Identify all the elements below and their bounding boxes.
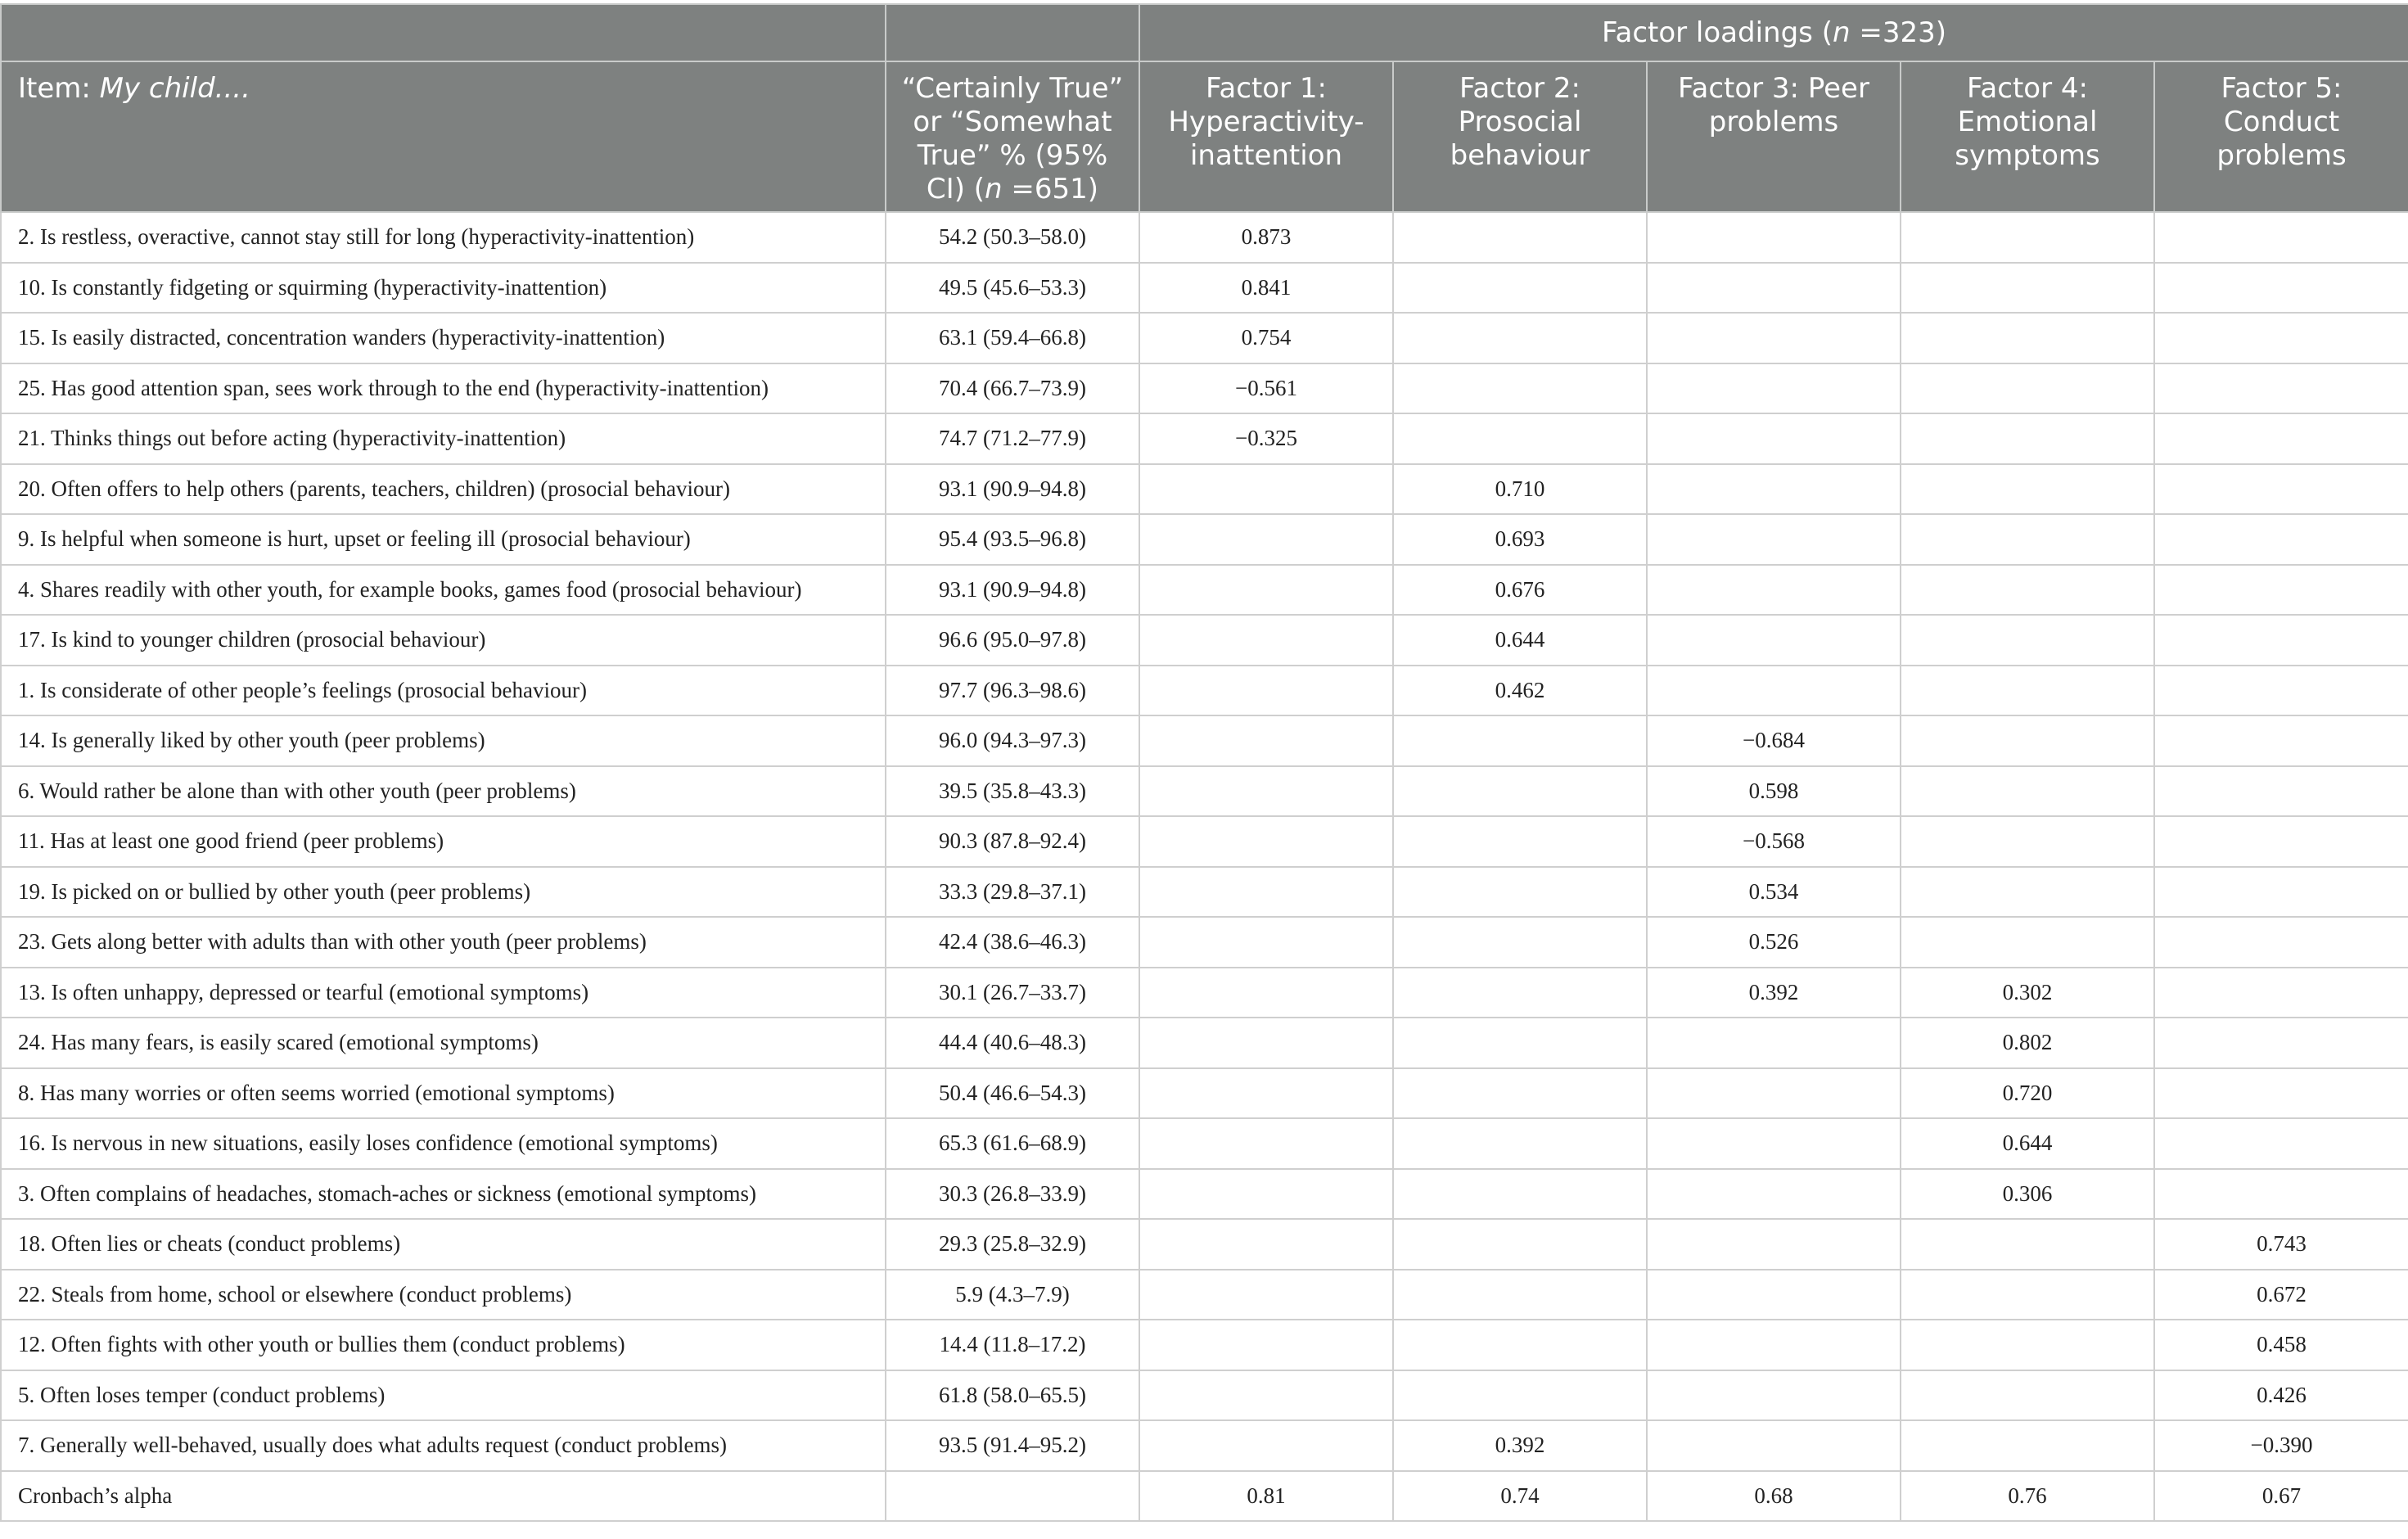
- percent-cell: 30.1 (26.7–33.7): [886, 968, 1139, 1018]
- factor-2-cell: [1393, 1118, 1647, 1169]
- table-row: [1, 1169, 2408, 1220]
- factor-1-cell: [1139, 917, 1393, 968]
- item-cell: 18. Often lies or cheats (conduct problems): [1, 1219, 886, 1270]
- factor-3-cell: [1647, 212, 1901, 263]
- factor-5-cell: [2154, 212, 2408, 263]
- item-cell: 10. Is constantly fidgeting or squirming (hyperactivity-inattention): [1, 263, 886, 314]
- factor-2-cell: [1393, 766, 1647, 817]
- factor-2-cell: 0.462: [1393, 666, 1647, 716]
- factor-5-cell: [2154, 1118, 2408, 1169]
- percent-cell: 63.1 (59.4–66.8): [886, 313, 1139, 363]
- factor-1-cell: 0.81: [1139, 1471, 1393, 1522]
- header-empty-cell: [886, 4, 1139, 61]
- item-cell: 21. Thinks things out before acting (hyperactivity-inattention): [1, 413, 886, 464]
- factor-1-cell: −0.325: [1139, 413, 1393, 464]
- factor-4-cell: [1901, 615, 2154, 666]
- table-row: [1, 1320, 2408, 1370]
- header-row-columns: [1, 61, 2408, 212]
- factor-3-header: Factor 3: Peer problems: [1647, 61, 1901, 212]
- factor-4-cell: 0.644: [1901, 1118, 2154, 1169]
- factor-5-cell: [2154, 1169, 2408, 1220]
- factor-3-cell: [1647, 363, 1901, 414]
- table-row: [1, 1018, 2408, 1068]
- factor-5-cell: 0.743: [2154, 1219, 2408, 1270]
- factor-1-cell: [1139, 1320, 1393, 1370]
- factor-2-cell: [1393, 1370, 1647, 1421]
- factor-3-cell: 0.392: [1647, 968, 1901, 1018]
- item-cell: 8. Has many worries or often seems worried (emotional symptoms): [1, 1068, 886, 1119]
- factor-2-cell: 0.74: [1393, 1471, 1647, 1522]
- factor-1-cell: [1139, 1370, 1393, 1421]
- factor-5-cell: [2154, 464, 2408, 515]
- percent-cell: 96.0 (94.3–97.3): [886, 715, 1139, 766]
- factor-3-cell: [1647, 514, 1901, 565]
- factor-4-cell: 0.302: [1901, 968, 2154, 1018]
- factor-2-cell: [1393, 1169, 1647, 1220]
- factor-1-cell: 0.873: [1139, 212, 1393, 263]
- factor-1-cell: [1139, 565, 1393, 616]
- factor-5-cell: [2154, 1018, 2408, 1068]
- percent-cell: 5.9 (4.3–7.9): [886, 1270, 1139, 1320]
- factor-3-cell: [1647, 263, 1901, 314]
- factor-2-cell: 0.710: [1393, 464, 1647, 515]
- percent-cell: 90.3 (87.8–92.4): [886, 816, 1139, 867]
- percent-cell: [886, 1471, 1139, 1522]
- factor-4-cell: 0.802: [1901, 1018, 2154, 1068]
- factor-5-cell: −0.390: [2154, 1420, 2408, 1471]
- table-row: [1, 464, 2408, 515]
- table-row: [1, 1068, 2408, 1119]
- percent-cell: 70.4 (66.7–73.9): [886, 363, 1139, 414]
- factor-3-cell: [1647, 1320, 1901, 1370]
- item-cell: 13. Is often unhappy, depressed or tearful (emotional symptoms): [1, 968, 886, 1018]
- factor-1-cell: [1139, 968, 1393, 1018]
- factor-3-cell: [1647, 1018, 1901, 1068]
- percent-column-header: [886, 61, 1139, 212]
- factor-5-cell: [2154, 413, 2408, 464]
- percent-cell: 74.7 (71.2–77.9): [886, 413, 1139, 464]
- item-cell: 23. Gets along better with adults than with other youth (peer problems): [1, 917, 886, 968]
- table-row: [1, 413, 2408, 464]
- item-header-italic: My child....: [99, 72, 250, 105]
- percent-cell: 95.4 (93.5–96.8): [886, 514, 1139, 565]
- factor-loadings-count: =323): [1850, 16, 1946, 49]
- item-cell: 1. Is considerate of other people’s feelings (prosocial behaviour): [1, 666, 886, 716]
- factor-5-cell: [2154, 263, 2408, 314]
- table-row: [1, 867, 2408, 918]
- factor-5-cell: [2154, 565, 2408, 616]
- factor-2-cell: 0.693: [1393, 514, 1647, 565]
- factor-1-cell: [1139, 615, 1393, 666]
- percent-cell: 39.5 (35.8–43.3): [886, 766, 1139, 817]
- factor-1-cell: [1139, 1169, 1393, 1220]
- table-row: [1, 565, 2408, 616]
- item-column-header: [1, 61, 886, 212]
- item-cell: 20. Often offers to help others (parents, teachers, children) (prosocial behaviour): [1, 464, 886, 515]
- factor-2-cell: [1393, 1018, 1647, 1068]
- factor-3-cell: [1647, 1420, 1901, 1471]
- factor-2-cell: [1393, 917, 1647, 968]
- factor-4-cell: 0.306: [1901, 1169, 2154, 1220]
- factor-2-cell: [1393, 715, 1647, 766]
- table-row: [1, 968, 2408, 1018]
- factor-1-cell: [1139, 514, 1393, 565]
- item-cell: 2. Is restless, overactive, cannot stay still for long (hyperactivity-inattention): [1, 212, 886, 263]
- factor-3-cell: −0.684: [1647, 715, 1901, 766]
- factor-4-cell: [1901, 464, 2154, 515]
- factor-4-cell: [1901, 867, 2154, 918]
- factor-4-cell: [1901, 666, 2154, 716]
- percent-header-text: “Certainly True” or “Somewhat True” % (95% CI) (: [901, 72, 1124, 205]
- factor-1-cell: [1139, 816, 1393, 867]
- factor-5-cell: [2154, 615, 2408, 666]
- item-cell: 14. Is generally liked by other youth (peer problems): [1, 715, 886, 766]
- percent-cell: 29.3 (25.8–32.9): [886, 1219, 1139, 1270]
- factor-2-cell: [1393, 413, 1647, 464]
- percent-cell: 33.3 (29.8–37.1): [886, 867, 1139, 918]
- factor-5-header: Factor 5: Conduct problems: [2154, 61, 2408, 212]
- table-row: [1, 766, 2408, 817]
- factor-4-cell: [1901, 1270, 2154, 1320]
- percent-cell: 97.7 (96.3–98.6): [886, 666, 1139, 716]
- factor-2-cell: [1393, 867, 1647, 918]
- item-cell: 22. Steals from home, school or elsewhere (conduct problems): [1, 1270, 886, 1320]
- factor-1-header: Factor 1: Hyperactivity-inattention: [1139, 61, 1393, 212]
- item-cell: 16. Is nervous in new situations, easily loses confidence (emotional symptoms): [1, 1118, 886, 1169]
- factor-1-cell: 0.841: [1139, 263, 1393, 314]
- percent-cell: 96.6 (95.0–97.8): [886, 615, 1139, 666]
- factor-4-cell: [1901, 263, 2154, 314]
- factor-1-cell: [1139, 867, 1393, 918]
- percent-cell: 93.1 (90.9–94.8): [886, 565, 1139, 616]
- item-cell: 25. Has good attention span, sees work through to the end (hyperactivity-inattention): [1, 363, 886, 414]
- factor-1-cell: [1139, 464, 1393, 515]
- percent-cell: 50.4 (46.6–54.3): [886, 1068, 1139, 1119]
- percent-header-count: =651): [1002, 173, 1099, 205]
- factor-3-cell: −0.568: [1647, 816, 1901, 867]
- factor-2-header: Factor 2: Prosocial behaviour: [1393, 61, 1647, 212]
- table-row: [1, 816, 2408, 867]
- factor-2-cell: [1393, 1068, 1647, 1119]
- percent-cell: 30.3 (26.8–33.9): [886, 1169, 1139, 1220]
- item-header-prefix: Item:: [18, 72, 100, 105]
- factor-loadings-text: Factor loadings (: [1602, 16, 1833, 49]
- percent-cell: 93.1 (90.9–94.8): [886, 464, 1139, 515]
- factor-4-cell: [1901, 313, 2154, 363]
- table-row: [1, 1370, 2408, 1421]
- factor-5-cell: 0.458: [2154, 1320, 2408, 1370]
- factor-1-cell: 0.754: [1139, 313, 1393, 363]
- factor-4-cell: [1901, 565, 2154, 616]
- percent-header-n: n: [985, 173, 1003, 205]
- table-row: [1, 917, 2408, 968]
- factor-loadings-heading: [1139, 4, 2408, 61]
- factor-5-cell: [2154, 715, 2408, 766]
- factor-1-cell: [1139, 1420, 1393, 1471]
- factor-4-cell: [1901, 1420, 2154, 1471]
- factor-4-cell: [1901, 514, 2154, 565]
- factor-5-cell: [2154, 514, 2408, 565]
- factor-3-cell: [1647, 413, 1901, 464]
- table-row: [1, 514, 2408, 565]
- percent-cell: 54.2 (50.3–58.0): [886, 212, 1139, 263]
- header-row-top: [1, 4, 2408, 61]
- item-cell: 6. Would rather be alone than with other youth (peer problems): [1, 766, 886, 817]
- percent-cell: 49.5 (45.6–53.3): [886, 263, 1139, 314]
- factor-2-cell: [1393, 363, 1647, 414]
- table-row: [1, 212, 2408, 263]
- factor-3-cell: [1647, 1118, 1901, 1169]
- cronbach-alpha-row: [1, 1471, 2408, 1522]
- item-cell: 19. Is picked on or bullied by other youth (peer problems): [1, 867, 886, 918]
- table-header: [1, 4, 2408, 212]
- table-row: [1, 715, 2408, 766]
- factor-3-cell: [1647, 666, 1901, 716]
- factor-3-cell: 0.526: [1647, 917, 1901, 968]
- item-cell: Cronbach’s alpha: [1, 1471, 886, 1522]
- table-row: [1, 263, 2408, 314]
- table-row: [1, 363, 2408, 414]
- factor-5-cell: [2154, 766, 2408, 817]
- factor-2-cell: [1393, 816, 1647, 867]
- percent-cell: 42.4 (38.6–46.3): [886, 917, 1139, 968]
- item-cell: 4. Shares readily with other youth, for example books, games food (prosocial behaviour): [1, 565, 886, 616]
- factor-3-cell: [1647, 1270, 1901, 1320]
- factor-2-cell: [1393, 212, 1647, 263]
- factor-5-cell: [2154, 666, 2408, 716]
- item-cell: 15. Is easily distracted, concentration wanders (hyperactivity-inattention): [1, 313, 886, 363]
- factor-3-cell: 0.68: [1647, 1471, 1901, 1522]
- table-row: [1, 615, 2408, 666]
- factor-1-cell: [1139, 666, 1393, 716]
- factor-5-cell: [2154, 363, 2408, 414]
- factor-1-cell: [1139, 1018, 1393, 1068]
- item-cell: 7. Generally well-behaved, usually does what adults request (conduct problems): [1, 1420, 886, 1471]
- factor-1-cell: [1139, 715, 1393, 766]
- factor-1-cell: −0.561: [1139, 363, 1393, 414]
- factor-5-cell: [2154, 917, 2408, 968]
- table-row: [1, 313, 2408, 363]
- item-cell: 11. Has at least one good friend (peer problems): [1, 816, 886, 867]
- factor-5-cell: [2154, 816, 2408, 867]
- item-cell: 12. Often fights with other youth or bullies them (conduct problems): [1, 1320, 886, 1370]
- percent-cell: 14.4 (11.8–17.2): [886, 1320, 1139, 1370]
- factor-4-cell: [1901, 1370, 2154, 1421]
- table-row: [1, 1219, 2408, 1270]
- factor-4-cell: [1901, 212, 2154, 263]
- item-cell: 3. Often complains of headaches, stomach-aches or sickness (emotional symptoms): [1, 1169, 886, 1220]
- factor-4-cell: [1901, 816, 2154, 867]
- factor-2-cell: [1393, 313, 1647, 363]
- factor-5-cell: [2154, 867, 2408, 918]
- item-cell: 24. Has many fears, is easily scared (emotional symptoms): [1, 1018, 886, 1068]
- factor-3-cell: [1647, 1068, 1901, 1119]
- factor-2-cell: 0.644: [1393, 615, 1647, 666]
- factor-loadings-n: n: [1832, 16, 1851, 49]
- header-empty-cell: [1, 4, 886, 61]
- factor-1-cell: [1139, 766, 1393, 817]
- factor-2-cell: [1393, 263, 1647, 314]
- factor-2-cell: [1393, 1270, 1647, 1320]
- factor-3-cell: [1647, 615, 1901, 666]
- factor-4-header: Factor 4: Emotional symptoms: [1901, 61, 2154, 212]
- factor-5-cell: 0.67: [2154, 1471, 2408, 1522]
- factor-4-cell: [1901, 363, 2154, 414]
- factor-4-cell: [1901, 1320, 2154, 1370]
- table-row: [1, 1270, 2408, 1320]
- table-row: [1, 1118, 2408, 1169]
- factor-5-cell: 0.426: [2154, 1370, 2408, 1421]
- factor-2-cell: 0.676: [1393, 565, 1647, 616]
- factor-1-cell: [1139, 1219, 1393, 1270]
- factor-4-cell: [1901, 1219, 2154, 1270]
- factor-4-cell: 0.76: [1901, 1471, 2154, 1522]
- percent-cell: 44.4 (40.6–48.3): [886, 1018, 1139, 1068]
- factor-3-cell: [1647, 464, 1901, 515]
- factor-5-cell: [2154, 313, 2408, 363]
- table-row: [1, 666, 2408, 716]
- factor-3-cell: [1647, 565, 1901, 616]
- factor-loadings-table: [0, 3, 2408, 1522]
- percent-cell: 93.5 (91.4–95.2): [886, 1420, 1139, 1471]
- factor-2-cell: [1393, 968, 1647, 1018]
- percent-cell: 65.3 (61.6–68.9): [886, 1118, 1139, 1169]
- factor-5-cell: 0.672: [2154, 1270, 2408, 1320]
- factor-4-cell: [1901, 715, 2154, 766]
- factor-3-cell: 0.534: [1647, 867, 1901, 918]
- factor-2-cell: [1393, 1320, 1647, 1370]
- factor-5-cell: [2154, 1068, 2408, 1119]
- item-cell: 17. Is kind to younger children (prosocial behaviour): [1, 615, 886, 666]
- factor-2-cell: 0.392: [1393, 1420, 1647, 1471]
- factor-3-cell: [1647, 1219, 1901, 1270]
- factor-3-cell: [1647, 1370, 1901, 1421]
- percent-cell: 61.8 (58.0–65.5): [886, 1370, 1139, 1421]
- factor-5-cell: [2154, 968, 2408, 1018]
- factor-3-cell: [1647, 313, 1901, 363]
- factor-1-cell: [1139, 1068, 1393, 1119]
- factor-4-cell: [1901, 766, 2154, 817]
- item-cell: 5. Often loses temper (conduct problems): [1, 1370, 886, 1421]
- factor-4-cell: [1901, 413, 2154, 464]
- factor-2-cell: [1393, 1219, 1647, 1270]
- table-row: [1, 1420, 2408, 1471]
- item-cell: 9. Is helpful when someone is hurt, upset or feeling ill (prosocial behaviour): [1, 514, 886, 565]
- factor-3-cell: [1647, 1169, 1901, 1220]
- factor-3-cell: 0.598: [1647, 766, 1901, 817]
- factor-4-cell: [1901, 917, 2154, 968]
- factor-4-cell: 0.720: [1901, 1068, 2154, 1119]
- factor-1-cell: [1139, 1118, 1393, 1169]
- table-body: [1, 212, 2408, 1521]
- factor-1-cell: [1139, 1270, 1393, 1320]
